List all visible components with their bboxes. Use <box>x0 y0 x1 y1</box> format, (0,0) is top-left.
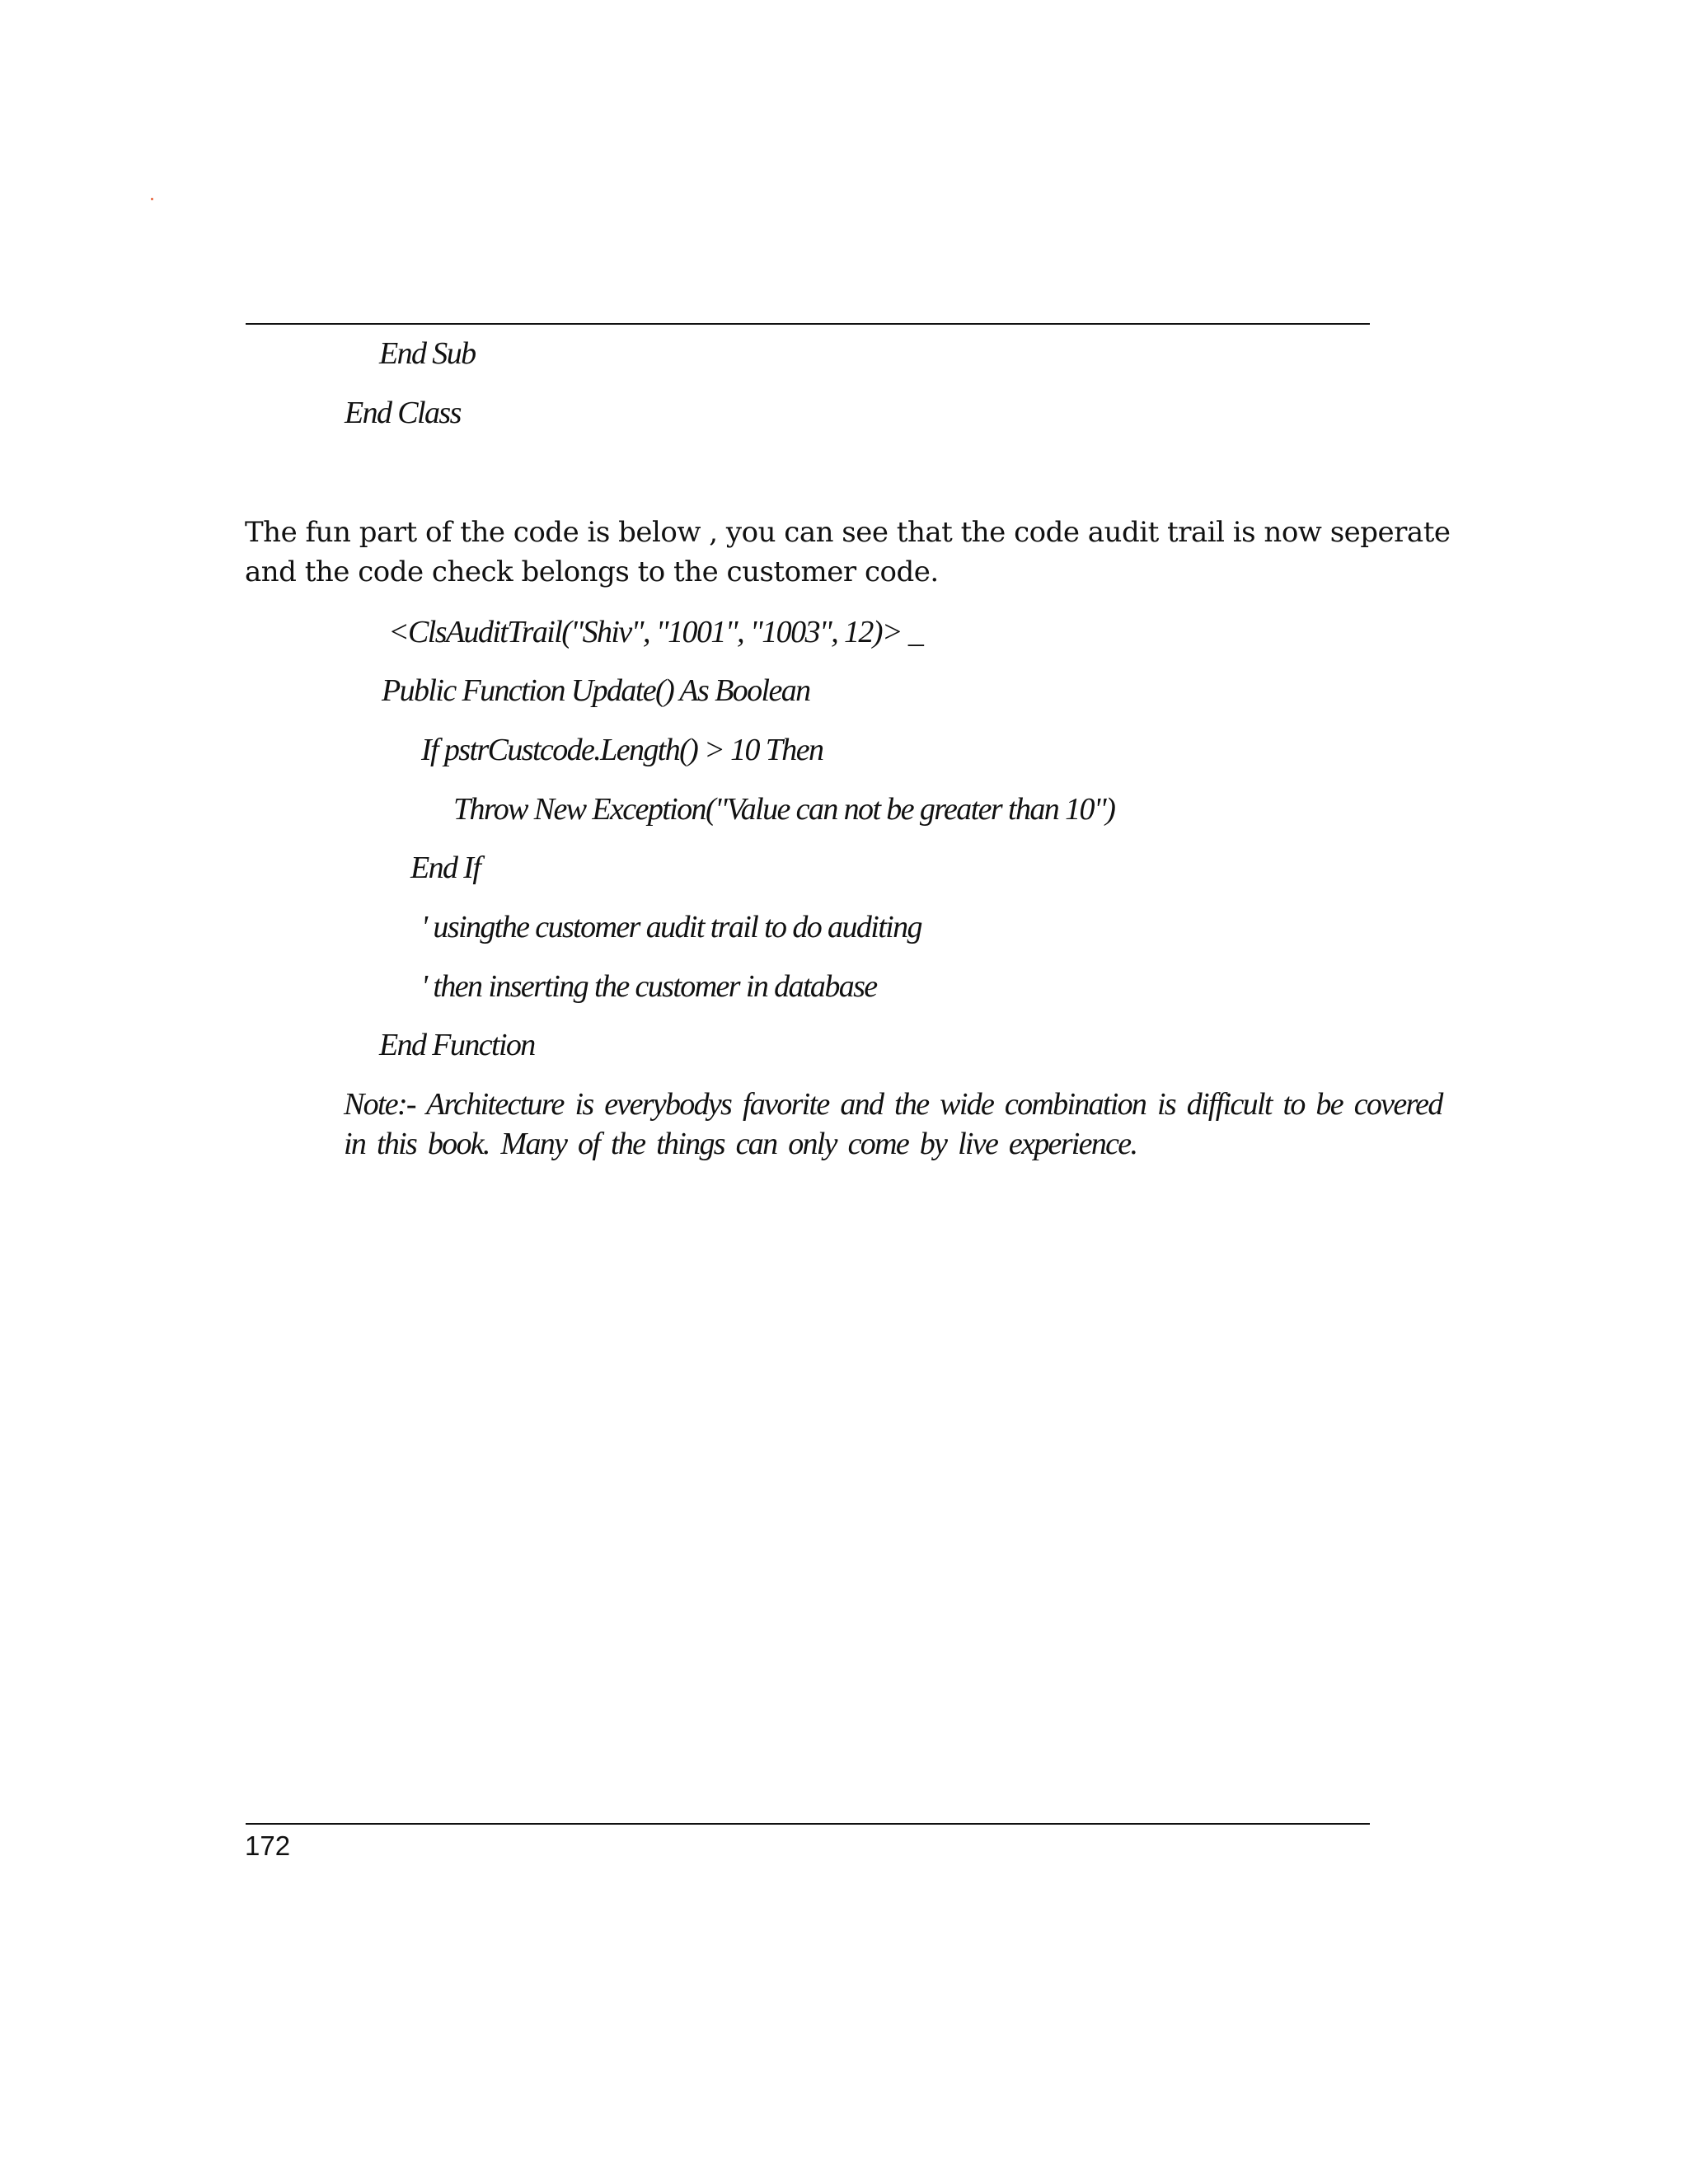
note-line-2: in this book. Many of the things can only come by live experience. <box>344 1127 1137 1161</box>
code-line-end-function: End Function <box>379 1028 535 1062</box>
code-line-end-if: End If <box>410 851 481 885</box>
page-number: 172 <box>245 1830 291 1861</box>
paragraph-line-1: The fun part of the code is below , you can see that the code audit trail is now seperate <box>245 516 1451 549</box>
footer-rule <box>246 1823 1370 1825</box>
code-line-function-declaration: Public Function Update() As Boolean <box>382 673 810 708</box>
header-rule <box>246 323 1370 325</box>
stray-mark <box>151 198 153 200</box>
code-line-if-statement: If pstrCustcode.Length() > 10 Then <box>421 733 823 767</box>
code-line-throw-statement: Throw New Exception("Value can not be greater than 10") <box>453 792 1115 827</box>
code-line-attribute: <ClsAuditTrail("Shiv", "1001", "1003", 12)> _ <box>388 615 923 649</box>
code-comment-line-2: ' then inserting the customer in database <box>421 969 877 1004</box>
paragraph-line-2: and the code check belongs to the customer code. <box>245 555 939 588</box>
code-line-end-class: End Class <box>345 396 461 430</box>
code-line-end-sub: End Sub <box>379 336 476 371</box>
code-comment-line-1: ' usingthe customer audit trail to do auditing <box>421 910 921 944</box>
note-line-1: Note:- Architecture is everybodys favorite and the wide combination is difficult to be covered <box>344 1087 1442 1122</box>
